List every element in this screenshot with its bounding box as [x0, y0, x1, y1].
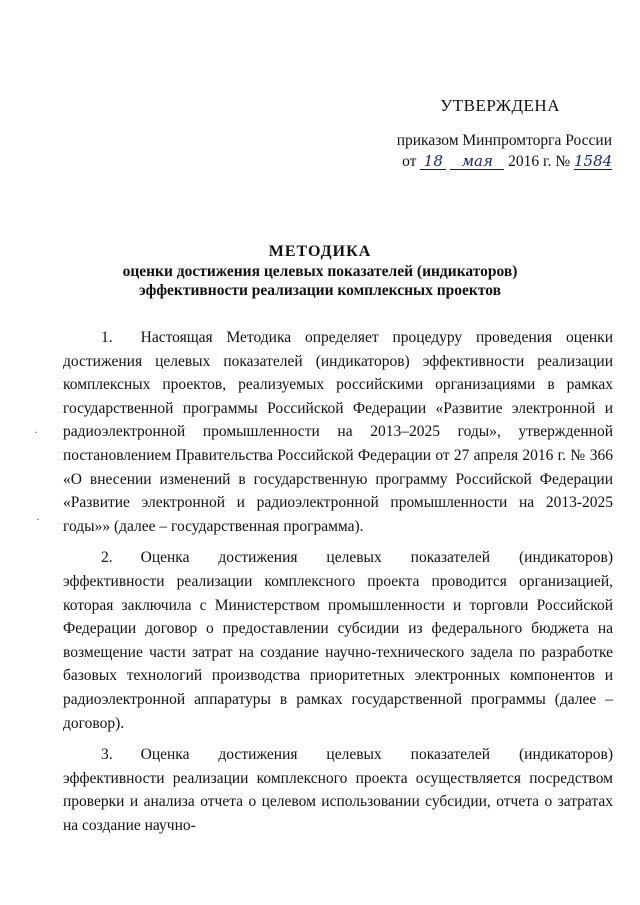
paragraph-2	[63, 546, 613, 735]
approval-date-line	[397, 151, 612, 172]
title-line-3: эффективности реализации комплексных проектов	[138, 282, 501, 299]
paragraph-text: Оценка достижения целевых показателей (индикаторов) эффективности реализации комплексного проекта осуществляется посредством проверки и анализа отчета о целевом использовании субсидии, отчета о затратах на создание научно-	[63, 746, 613, 834]
paragraph-text: Настоящая Методика определяет процедуру проведения оценки достижения целевых показателей (индикаторов) эффективности реализации комплексных проектов, реализуемых российскими организациями в рамках государственной программы Российской Федерации «Развитие электронной и радиоэлектронной промышленности на 2013–2025 годы», утвержденной постановлением Правительства Российской Федерации от 27 апреля 2016 г. № 366 «О внесении изменений в государственную программу Российской Федерации «Развитие электронной и радиоэлектронной промышленности на 2013-2025 годы»» (далее – государственная программа).	[63, 329, 613, 535]
paragraph-number: 3.	[101, 746, 113, 764]
date-month: мая	[450, 153, 504, 170]
paragraph-number: 2.	[101, 549, 113, 567]
date-prefix: от	[402, 153, 417, 170]
document-title	[0, 242, 640, 300]
scan-speck: ·	[36, 512, 40, 526]
date-year: 2016 г. №	[508, 153, 571, 170]
paragraph-3	[63, 743, 613, 837]
approval-block	[397, 96, 612, 172]
approval-order-line: приказом Минпромторга России	[396, 132, 612, 149]
scan-speck: ·	[34, 425, 38, 439]
date-day: 18	[420, 153, 446, 170]
document-body	[63, 326, 613, 837]
paragraph-1	[63, 326, 613, 538]
approval-heading: УТВЕРЖДЕНА	[440, 96, 560, 115]
paragraph-number: 1.	[101, 329, 113, 346]
order-number: 1584	[574, 152, 613, 170]
paragraph-text: Оценка достижения целевых показателей (индикаторов) эффективности реализации комплексного проекта проводится организацией, которая заключила с Министерством промышленности и торговли Российской Федерации договор о предоставлении субсидии из федерального бюджета на возмещение части затрат на создание научно-технического задела по разработке базовых технологий производства приоритетных электронных компонентов и радиоэлектронной аппаратуры в рамках государственной программы (далее – договор).	[63, 549, 613, 732]
title-main: МЕТОДИКА	[268, 243, 372, 260]
title-line-2: оценки достижения целевых показателей (индикаторов)	[122, 263, 518, 280]
